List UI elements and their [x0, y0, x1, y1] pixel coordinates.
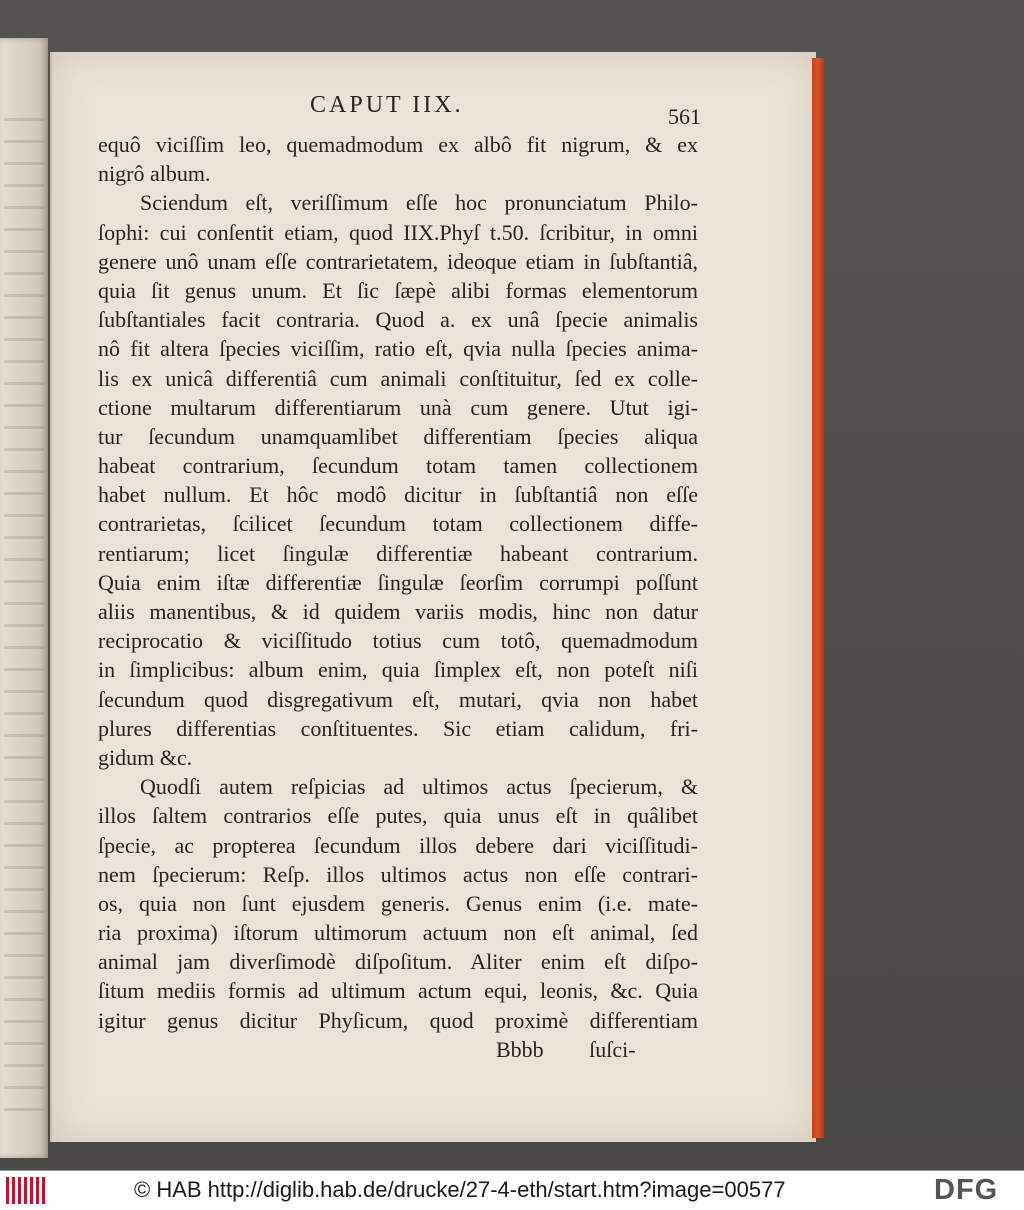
text-line: ctione multarum differentiarum unà cum genere. Utut igi-	[98, 394, 698, 420]
body-text	[98, 130, 698, 1064]
text-line: habeat contrarium, ſecundum totam tamen collectionem	[98, 453, 698, 479]
credit-link[interactable]: © HAB http://diglib.hab.de/drucke/27-4-eth/start.htm?image=00577	[134, 1177, 786, 1202]
text-line: in ſimplicibus: album enim, quia ſimplex eſt, non poteſt niſi	[98, 657, 698, 683]
previous-page-edge	[0, 38, 48, 1158]
text-line: habet nullum. Et hôc modô dicitur in ſubſtantiâ non eſſe	[98, 482, 698, 508]
text-line: Sciendum eſt, veriſſimum eſſe hoc pronunciatum Philo-	[140, 190, 698, 216]
text-line: quia ſit genus unum. Et ſic ſæpè alibi formas elementorum	[98, 277, 698, 303]
text-line: Quodſi autem reſpicias ad ultimos actus ſpecierum, &	[140, 774, 698, 800]
text-line: animal jam diverſimodè diſpoſitum. Aliter enim eſt diſpo-	[98, 949, 698, 975]
text-line: plures differentias conſtituentes. Sic etiam calidum, fri-	[98, 715, 698, 741]
text-line: ſophi: cui conſentit etiam, quod IIX.Phyſ t.50. ſcribitur, in omni	[98, 219, 698, 245]
text-line: ria proxima) iſtorum ultimorum actuum non eſt animal, ſed	[98, 920, 698, 946]
text-line: ſecundum quod disgregativum eſt, mutari, qvia non habet	[98, 686, 698, 712]
text-line: rentiarum; licet ſingulæ differentiæ habeant contrarium.	[98, 540, 698, 566]
hab-logo-icon	[6, 1177, 46, 1204]
running-header: CAPUT IIX.	[310, 92, 464, 118]
red-page-edge	[812, 58, 824, 1138]
text-line: igitur genus dicitur Phyſicum, quod proximè differentiam	[98, 1007, 698, 1033]
text-line: nigrô album.	[98, 161, 211, 187]
catchword: Bbbb ſuſci-	[496, 1036, 636, 1062]
page-number: 561	[668, 104, 701, 129]
bleed-through-text	[4, 118, 44, 1118]
text-line: nem ſpecierum: Reſp. illos ultimos actus non eſſe contrari-	[98, 861, 698, 887]
text-line: reciprocatio & viciſſitudo totius cum totô, quemadmodum	[98, 628, 698, 654]
text-line: nô fit altera ſpecies viciſſim, ratio eſt, qvia nulla ſpecies anima-	[98, 336, 698, 362]
text-line: ſubſtantiales facit contraria. Quod a. ex unâ ſpecie animalis	[98, 307, 698, 333]
dfg-logo: DFG	[934, 1174, 999, 1206]
text-line: equô viciſſim leo, quemadmodum ex albô fit nigrum, & ex	[98, 132, 698, 157]
text-line: Quia enim iſtæ differentiæ ſingulæ ſeorſim corrumpi poſſunt	[98, 569, 698, 595]
text-line: aliis manentibus, & id quidem variis modis, hinc non datur	[98, 599, 698, 624]
text-line: contrarietas, ſcilicet ſecundum totam collectionem diffe-	[98, 511, 698, 537]
text-line: genere unô unam eſſe contrarietatem, ideoque etiam in ſubſtantiâ,	[98, 248, 698, 274]
text-line: ſpecie, ac propterea ſecundum illos debere dari viciſſitudi-	[98, 832, 698, 858]
text-line: lis ex unicâ differentiâ cum animali conſtituitur, ſed ex colle-	[98, 365, 698, 391]
text-line: illos ſaltem contrarios eſſe putes, quia unus eſt in quâlibet	[98, 803, 698, 829]
viewer-footer	[0, 1170, 1024, 1210]
text-line: gidum &c.	[98, 744, 193, 770]
text-line: tur ſecundum unamquamlibet differentiam ſpecies aliqua	[98, 423, 698, 449]
text-line: os, quia non ſunt ejusdem generis. Genus enim (i.e. mate-	[98, 890, 698, 916]
text-line: ſitum mediis formis ad ultimum actum equi, leonis, &c. Quia	[98, 978, 698, 1004]
